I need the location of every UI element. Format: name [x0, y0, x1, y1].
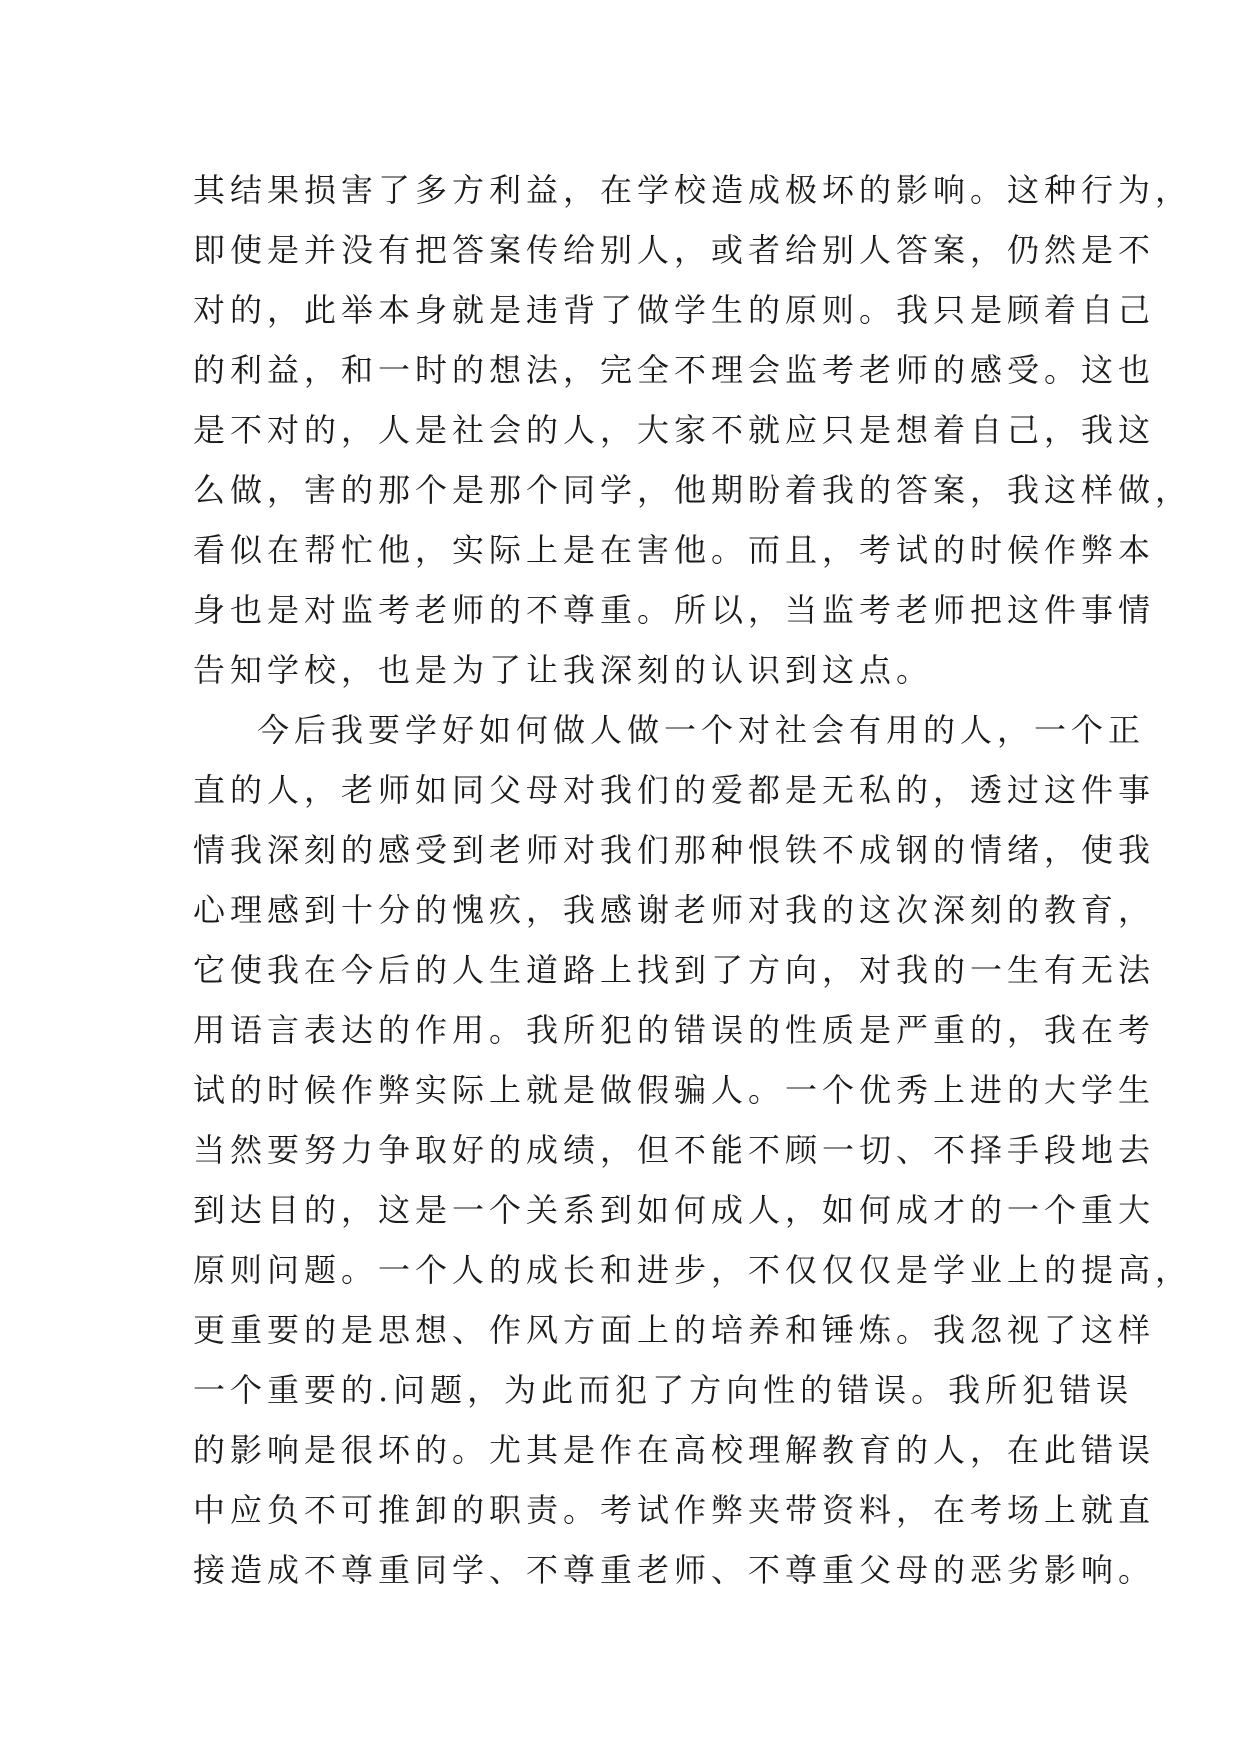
text-line: 的利益，和一时的想法，完全不理会监考老师的感受。这也	[193, 351, 1156, 389]
text-line: 它使我在今后的人生道路上找到了方向，对我的一生有无法	[193, 951, 1156, 989]
text-line: 么做，害的那个是那个同学，他期盼着我的答案，我这样做，	[193, 471, 1193, 509]
text-line: 情我深刻的感受到老师对我们那种恨铁不成钢的情绪，使我	[193, 831, 1156, 869]
body-text	[193, 160, 1193, 1600]
text-line: 身也是对监考老师的不尊重。所以，当监考老师把这件事情	[193, 591, 1156, 629]
text-line: 直的人，老师如同父母对我们的爱都是无私的，透过这件事	[193, 771, 1156, 809]
text-line: 对的，此举本身就是违背了做学生的原则。我只是顾着自己	[193, 291, 1156, 329]
text-line: 更重要的是思想、作风方面上的培养和锤炼。我忽视了这样	[193, 1311, 1156, 1349]
text-line: 试的时候作弊实际上就是做假骗人。一个优秀上进的大学生	[193, 1071, 1156, 1109]
text-line: 即使是并没有把答案传给别人，或者给别人答案，仍然是不	[193, 231, 1156, 269]
text-line: 原则问题。一个人的成长和进步，不仅仅仅是学业上的提高，	[193, 1251, 1193, 1289]
text-line: 是不对的，人是社会的人，大家不就应只是想着自己，我这	[193, 411, 1156, 449]
text-line: 接造成不尊重同学、不尊重老师、不尊重父母的恶劣影响。	[193, 1551, 1156, 1589]
text-line: 看似在帮忙他，实际上是在害他。而且，考试的时候作弊本	[193, 531, 1156, 569]
text-line: 其结果损害了多方利益，在学校造成极坏的影响。这种行为，	[193, 171, 1193, 209]
text-line: 当然要努力争取好的成绩，但不能不顾一切、不择手段地去	[193, 1131, 1156, 1169]
text-line: 的影响是很坏的。尤其是作在高校理解教育的人，在此错误	[193, 1431, 1156, 1469]
text-line: 告知学校，也是为了让我深刻的认识到这点。	[193, 651, 934, 689]
paragraph-first-line: 今后我要学好如何做人做一个对社会有用的人，一个正	[257, 711, 1146, 749]
text-line: 一个重要的.问题，为此而犯了方向性的错误。我所犯错误	[193, 1371, 1134, 1409]
text-line: 用语言表达的作用。我所犯的错误的性质是严重的，我在考	[193, 1011, 1156, 1049]
text-line: 中应负不可推卸的职责。考试作弊夹带资料，在考场上就直	[193, 1491, 1156, 1529]
text-line: 心理感到十分的愧疚，我感谢老师对我的这次深刻的教育，	[193, 891, 1156, 929]
text-line: 到达目的，这是一个关系到如何成人，如何成才的一个重大	[193, 1191, 1156, 1229]
